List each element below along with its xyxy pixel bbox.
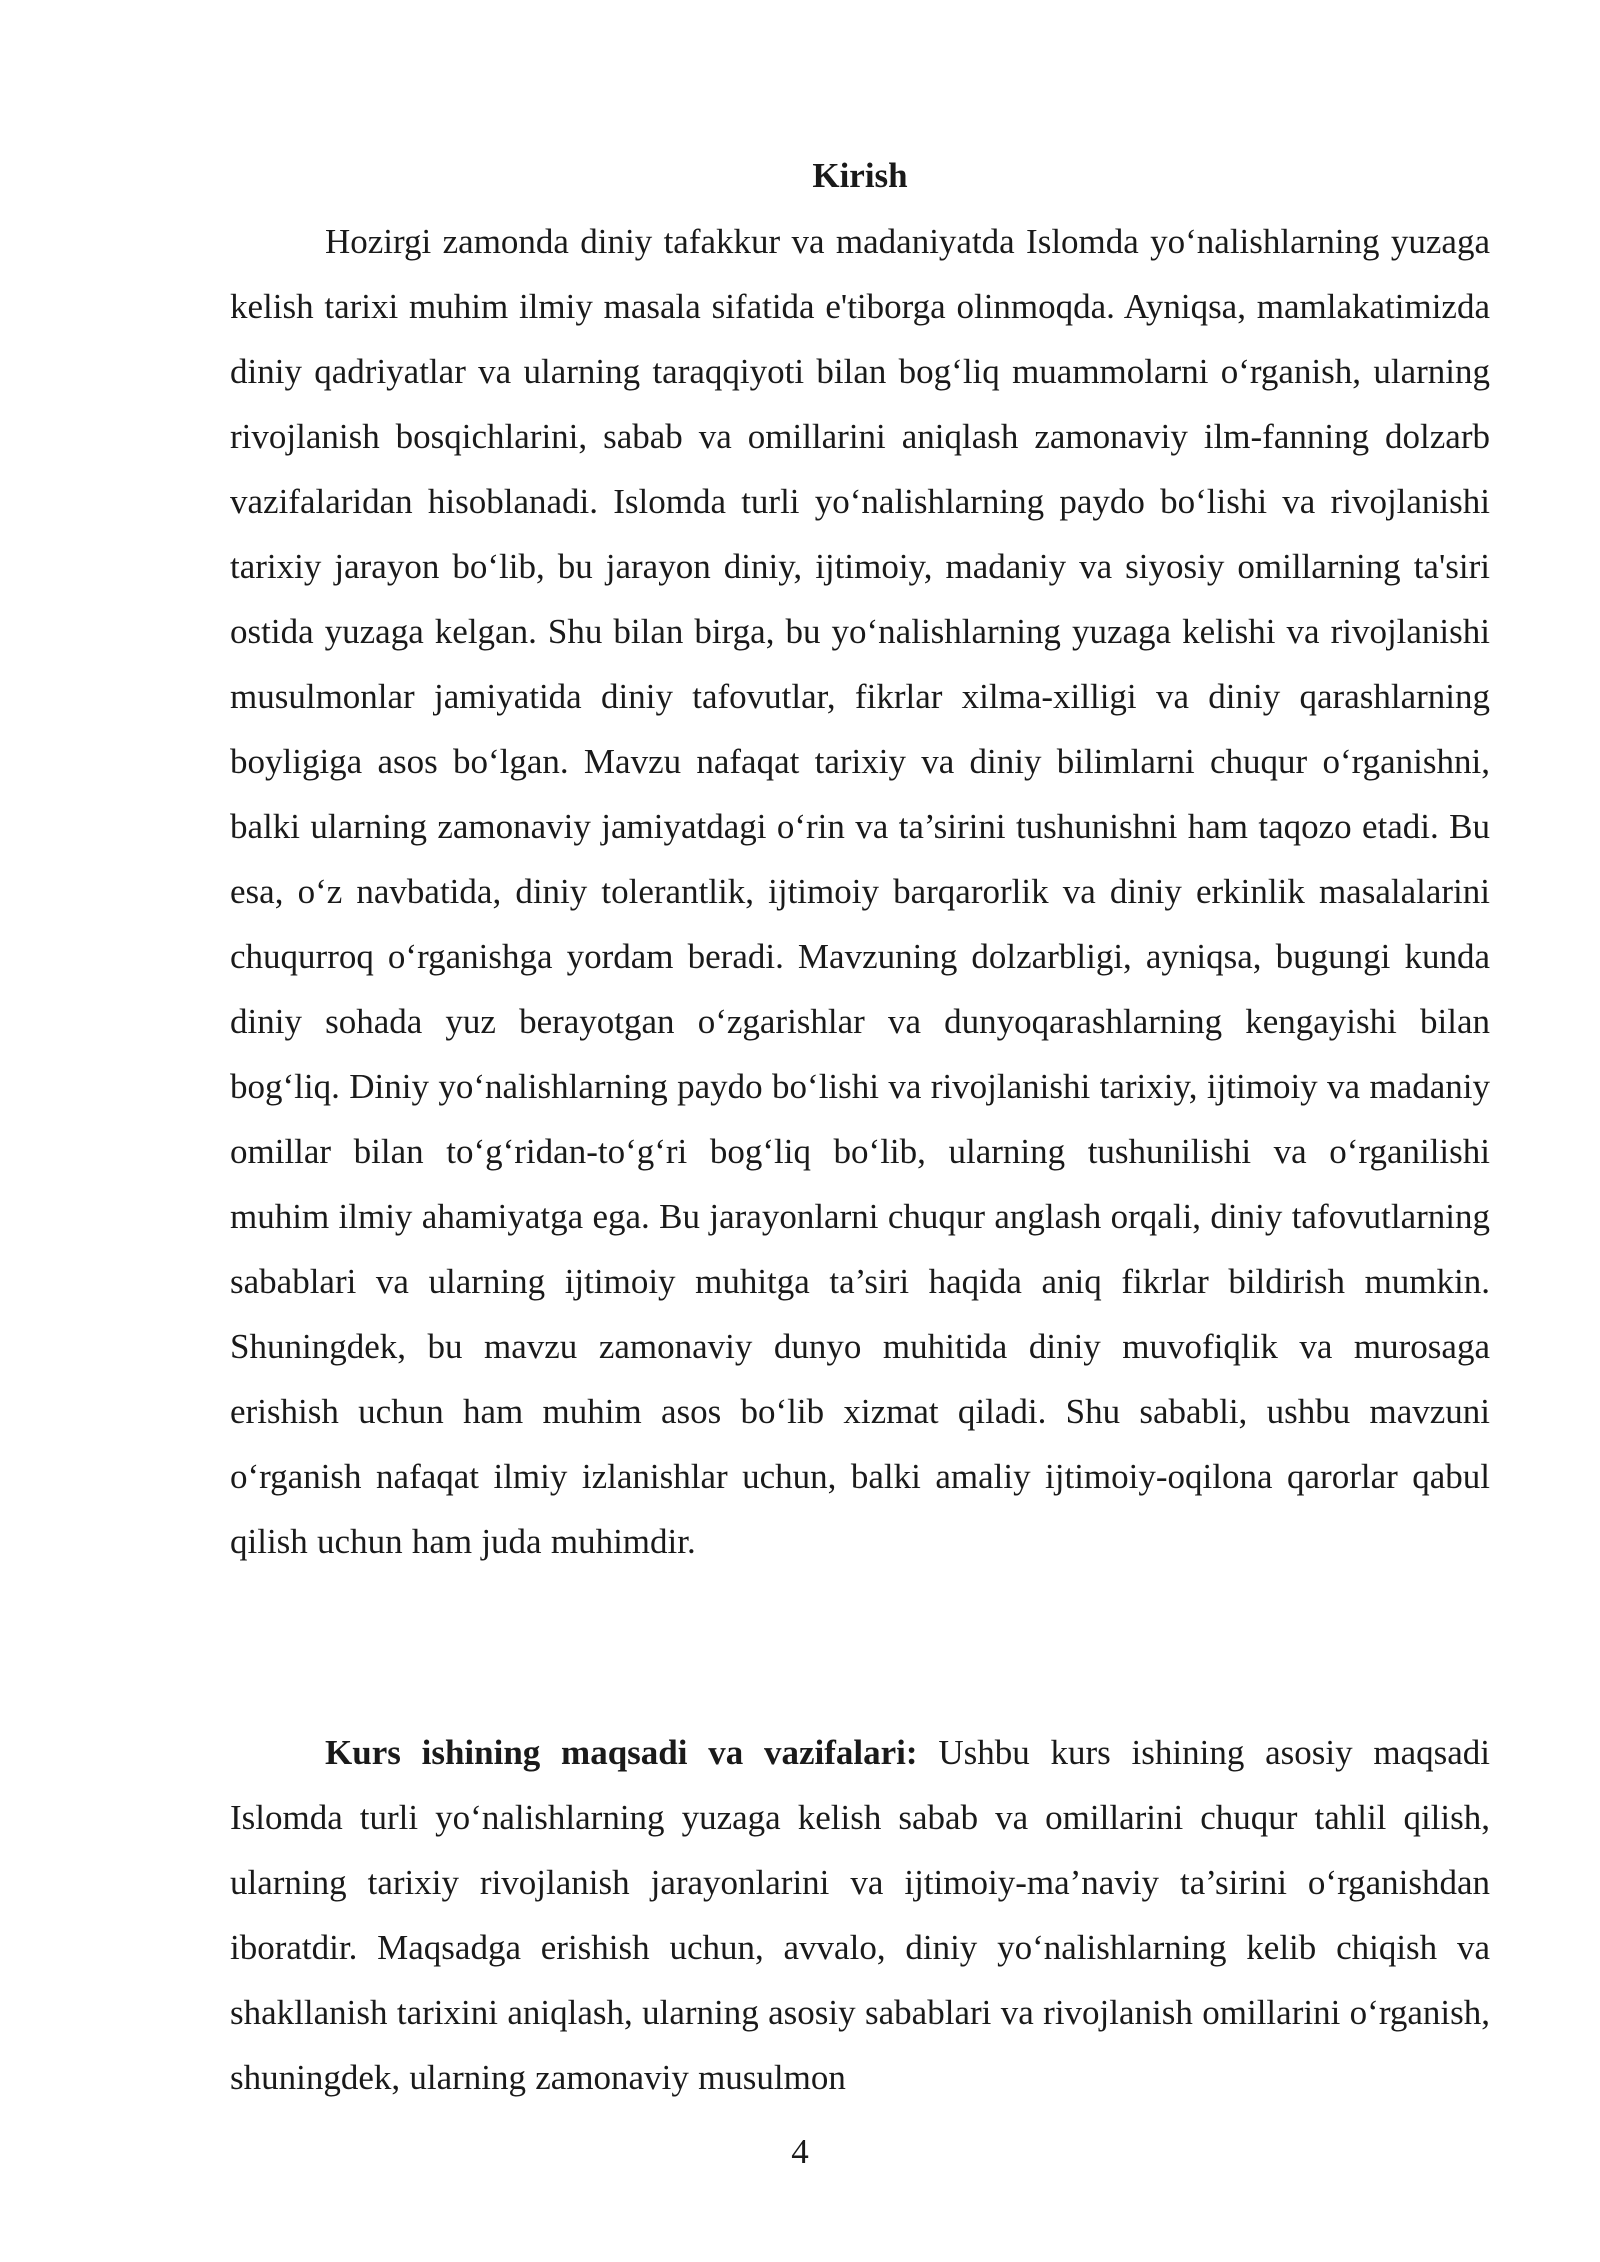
section-heading: Kirish (812, 156, 908, 195)
goals-paragraph (230, 1720, 1490, 2110)
intro-paragraph: Hozirgi zamonda diniy tafakkur va madaniyatda Islomda yo‘nalishlarning yuzaga kelish tarixi muhim ilmiy masala sifatida e'tiborga olinmoqda. Ayniqsa, mamlakatimizda diniy qadriyatlar va ularning taraqqiyoti bilan bog‘liq muammolarni o‘rganish, ularning rivojlanish bosqichlarini, sabab va omillarini aniqlash zamonaviy ilm-fanning dolzarb vazifalaridan hisoblanadi. Islomda turli yo‘nalishlarning paydo bo‘lishi va rivojlanishi tarixiy jarayon bo‘lib, bu jarayon diniy, ijtimoiy, madaniy va siyosiy omillarning ta'siri ostida yuzaga kelgan. Shu bilan birga, bu yo‘nalishlarning yuzaga kelishi va rivojlanishi musulmonlar jamiyatida diniy tafovutlar, fikrlar xilma-xilligi va diniy qarashlarning boyligiga asos bo‘lgan. Mavzu nafaqat tarixiy va diniy bilimlarni chuqur o‘rganishni, balki ularning zamonaviy jamiyatdagi o‘rin va ta’sirini tushunishni ham taqozo etadi. Bu esa, o‘z navbatida, diniy tolerantlik, ijtimoiy barqarorlik va diniy erkinlik masalalarini chuqurroq o‘rganishga yordam beradi. Mavzuning dolzarbligi, ayniqsa, bugungi kunda diniy sohada yuz berayotgan o‘zgarishlar va dunyoqarashlarning kengayishi bilan bog‘liq. Diniy yo‘nalishlarning paydo bo‘lishi va rivojlanishi tarixiy, ijtimoiy va madaniy omillar bilan to‘g‘ridan-to‘g‘ri bog‘liq bo‘lib, ularning tushunilishi va o‘rganilishi muhim ilmiy ahamiyatga ega. Bu jarayonlarni chuqur anglash orqali, diniy tafovutlarning sabablari va ularning ijtimoiy muhitga ta’siri haqida aniq fikrlar bildirish mumkin. Shuningdek, bu mavzu zamonaviy dunyo muhitida diniy muvofiqlik va murosaga erishish uchun ham muhim asos bo‘lib xizmat qiladi. Shu sababli, ushbu mavzuni o‘rganish nafaqat ilmiy izlanishlar uchun, balki amaliy ijtimoiy-oqilona qarorlar qabul qilish uchun ham juda muhimdir. (230, 222, 1490, 1561)
goals-text: Ushbu kurs ishining asosiy maqsadi Islomda turli yo‘nalishlarning yuzaga kelish sabab va omillarini chuqur tahlil qilish, ularning tarixiy rivojlanish jarayonlarini va ijtimoiy-ma’naviy ta’sirini o‘rganishdan iboratdir. Maqsadga erishish uchun, avvalo, diniy yo‘nalishlarning kelib chiqish va shakllanish tarixini aniqlash, ularning asosiy sabablari va rivojlanish omillarini o‘rganish, shuningdek, ularning zamonaviy musulmon (230, 1733, 1490, 2097)
goals-lead-in: Kurs ishining maqsadi va vazifalari: (325, 1733, 918, 1772)
page-number: 4 (791, 2132, 809, 2171)
